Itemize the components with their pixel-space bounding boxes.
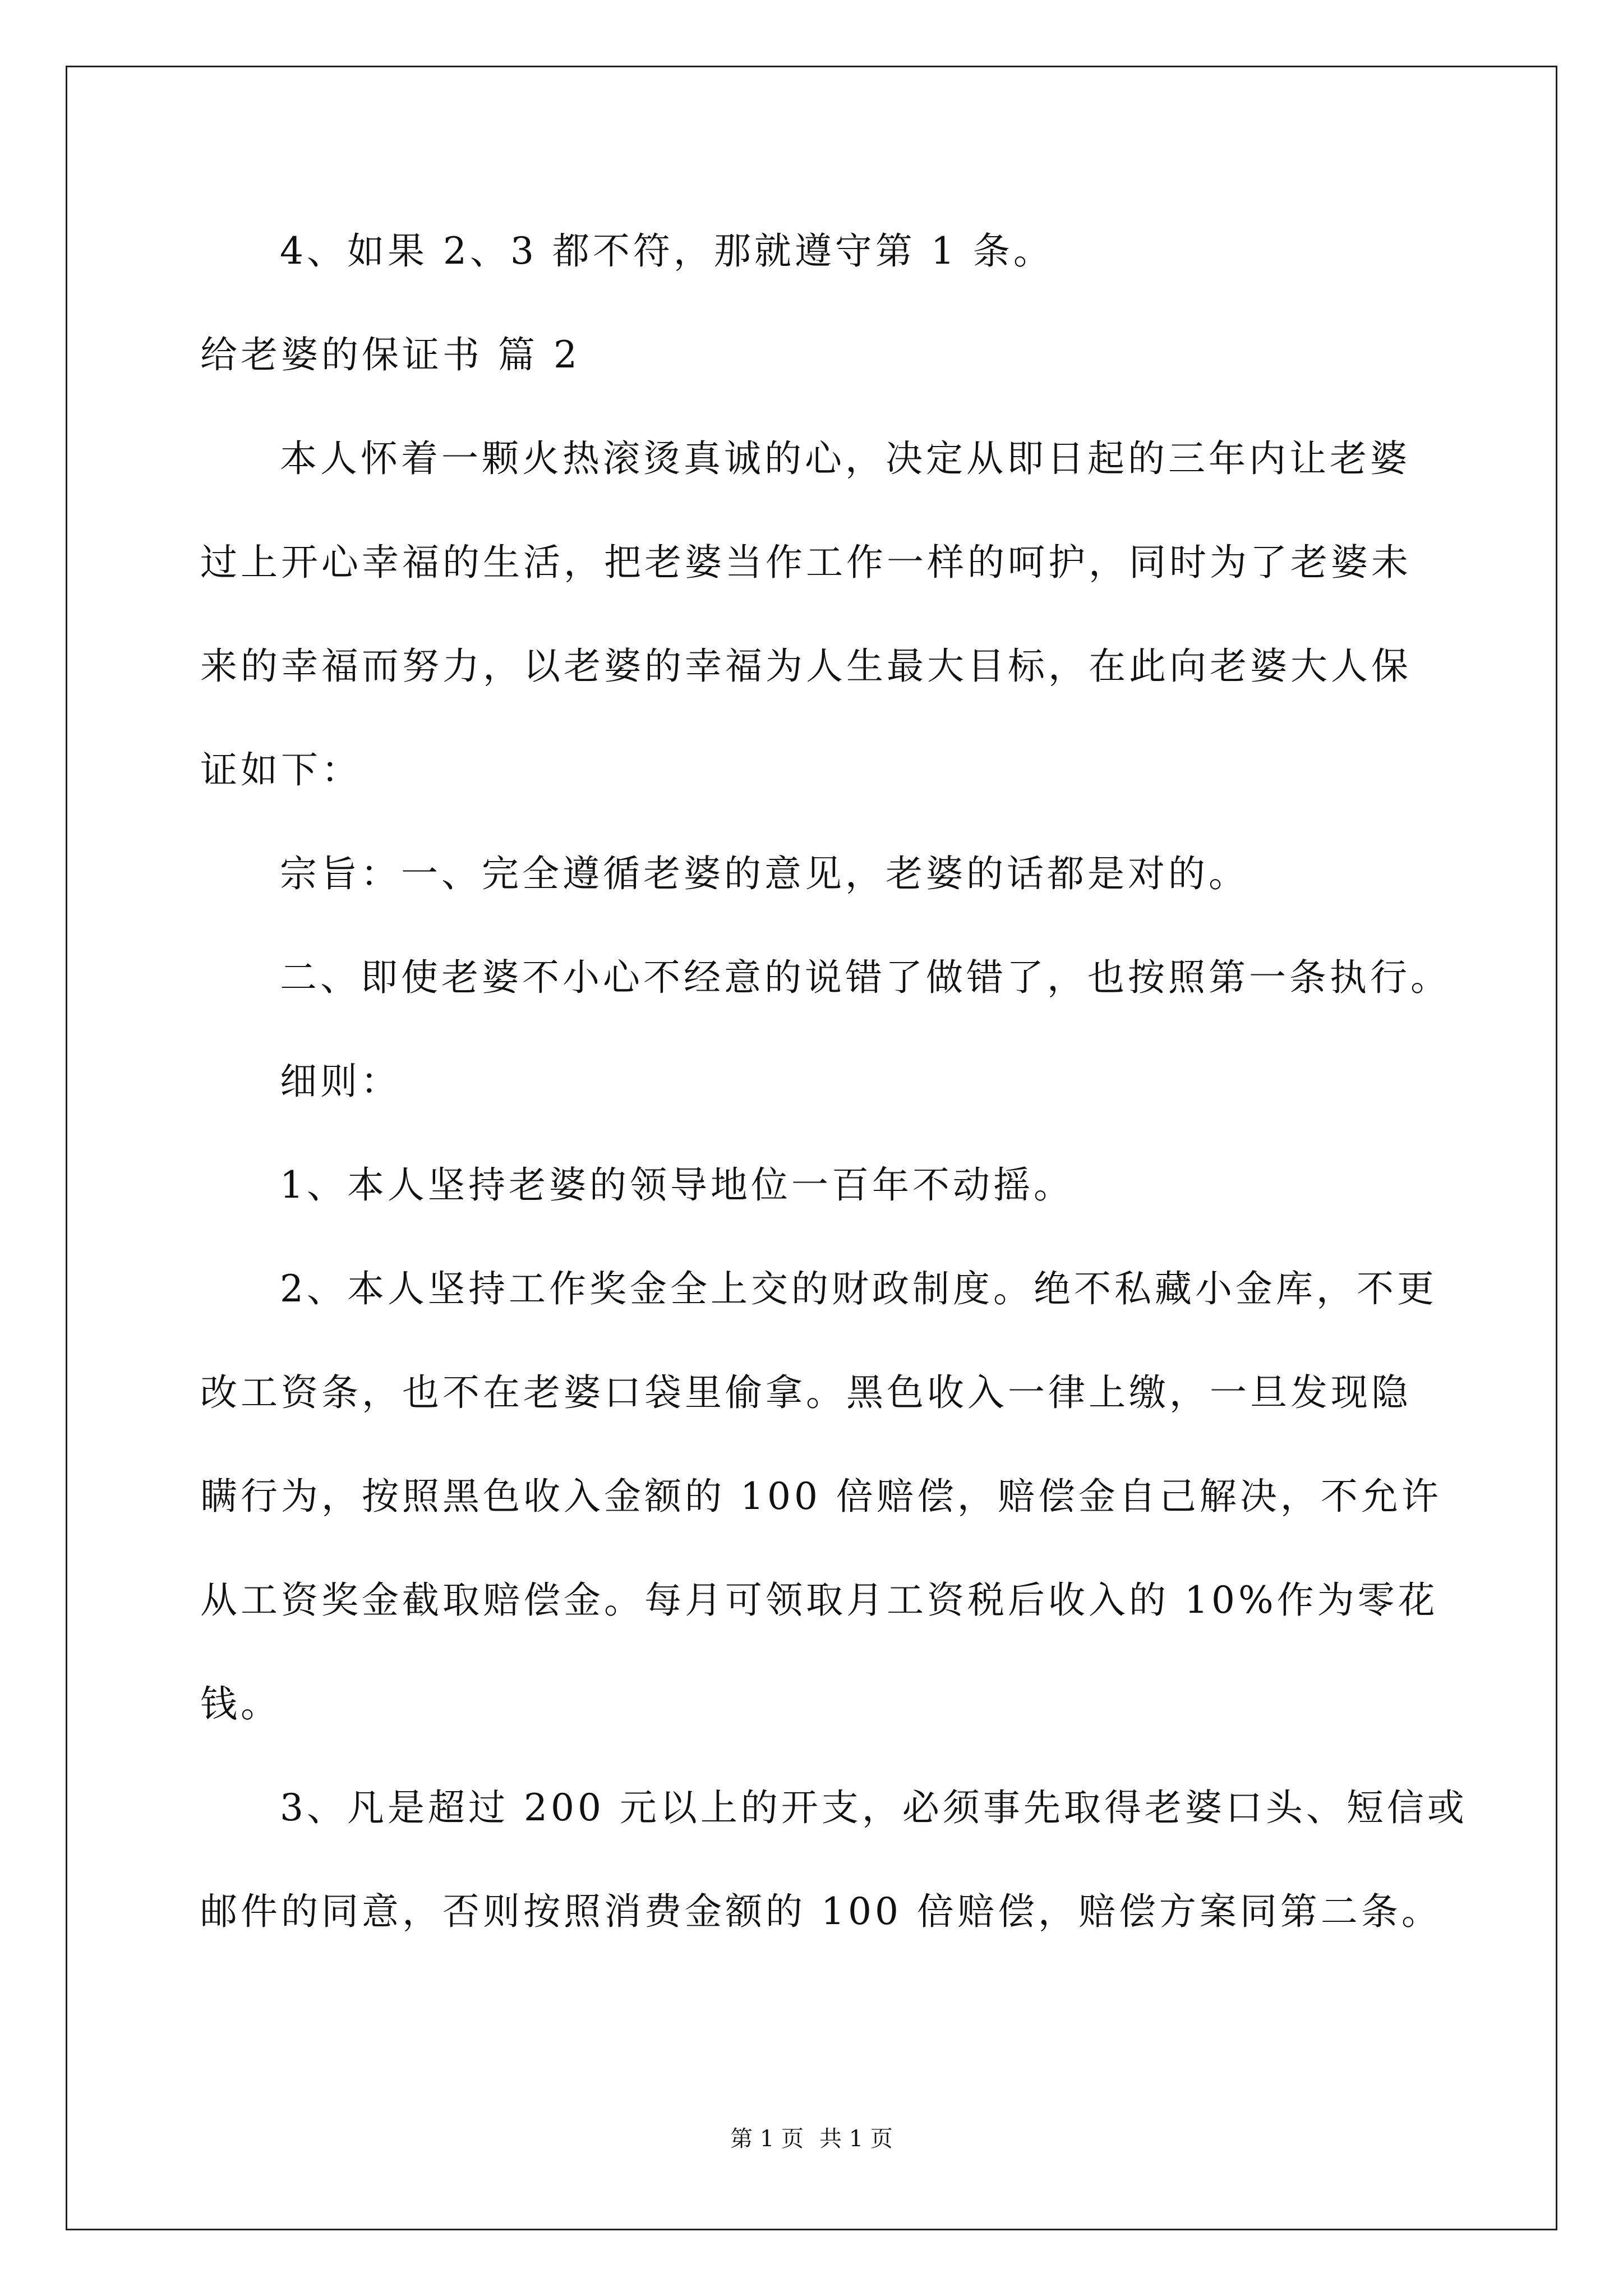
paragraph-line: 3、凡是超过 200 元以上的开支，必须事先取得老婆口头、短信或 xyxy=(280,1786,1468,1829)
page-number: 第 1 页 xyxy=(730,2126,804,2152)
paragraph-line: 证如下： xyxy=(200,748,362,792)
paragraph-line: 来的幸福而努力，以老婆的幸福为人生最大目标，在此向老婆大人保 xyxy=(200,645,1412,688)
page-footer xyxy=(0,2125,1623,2153)
paragraph-line: 从工资奖金截取赔偿金。每月可领取月工资税后收入的 10%作为零花 xyxy=(200,1579,1438,1622)
paragraph-line: 宗旨：一、完全遵循老婆的意见，老婆的话都是对的。 xyxy=(280,852,1249,895)
paragraph-line: 细则： xyxy=(280,1060,401,1103)
section-heading: 给老婆的保证书 篇 2 xyxy=(200,333,580,376)
page-total: 共 1 页 xyxy=(819,2126,893,2152)
paragraph-line: 邮件的同意，否则按照消费金额的 100 倍赔偿，赔偿方案同第二条。 xyxy=(200,1890,1442,1933)
paragraph-line: 本人怀着一颗火热滚烫真诚的心，决定从即日起的三年内让老婆 xyxy=(280,437,1410,480)
paragraph-line: 改工资条，也不在老婆口袋里偷拿。黑色收入一律上缴，一旦发现隐 xyxy=(200,1371,1412,1414)
paragraph-line: 钱。 xyxy=(200,1682,281,1726)
paragraph-line: 瞒行为，按照黑色收入金额的 100 倍赔偿，赔偿金自己解决，不允许 xyxy=(200,1475,1442,1518)
paragraph-line: 1、本人坚持老婆的领导地位一百年不动摇。 xyxy=(280,1163,1074,1207)
paragraph-line: 二、即使老婆不小心不经意的说错了做错了，也按照第一条执行。 xyxy=(280,956,1451,999)
paragraph-line: 4、如果 2、3 都不符，那就遵守第 1 条。 xyxy=(280,229,1054,273)
paragraph-line: 过上开心幸福的生活，把老婆当作工作一样的呵护，同时为了老婆未 xyxy=(200,541,1412,584)
paragraph-line: 2、本人坚持工作奖金全上交的财政制度。绝不私藏小金库，不更 xyxy=(280,1267,1437,1310)
